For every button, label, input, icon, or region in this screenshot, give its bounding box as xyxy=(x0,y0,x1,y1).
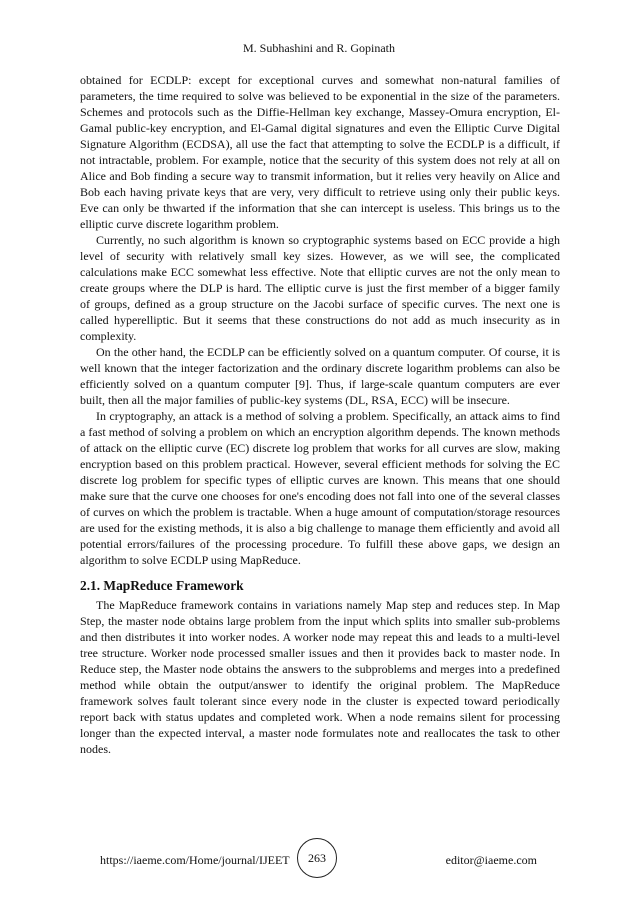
page-number-badge: 263 xyxy=(297,838,337,878)
section-heading: 2.1. MapReduce Framework xyxy=(80,578,244,593)
footer-journal-link[interactable]: https://iaeme.com/Home/journal/IJEET xyxy=(100,853,290,867)
page-footer xyxy=(0,838,638,878)
footer-email-link[interactable]: editor@iaeme.com xyxy=(445,853,537,867)
paragraph-2: Currently, no such algorithm is known so cryptographic systems based on ECC provide a high level of security with relatively small key sizes. However, as we will see, the complicated calculations make ECC somewhat less effective. Note that elliptic curves are not the only mean to create groups where the DLP is hard. The elliptic curve is just the first member of a bigger family of groups, defined as a group structure on the Jacobi surface of specific curves. The next one is called hyperelliptic. But it seems that these constructions do not add as much insecurity as in complexity. xyxy=(80,233,560,343)
paragraph-4: In cryptography, an attack is a method of solving a problem. Specifically, an attack aims to find a fast method of solving a problem on which an encryption algorithm depends. The known methods of attack on the elliptic curve (EC) discrete log problem that works for all curves are slow, making encryption based on this problem practical. However, several efficient methods for solving the EC discrete log problem for specific types of elliptic curves are known. This means that one should make sure that the curve one chooses for one's encoding does not fall into one of the several classes of curves on which the problem is tractable. When a huge amount of computation/storage resources are used for the existing methods, it is also a big challenge to manage them efficiently and avoid all potential errors/failures of the processing procedure. To fulfill these above gaps, we design an algorithm to solve ECDLP using MapReduce. xyxy=(80,409,560,567)
body-text xyxy=(80,72,560,757)
paragraph-1: obtained for ECDLP: except for exceptional curves and somewhat non-natural families of parameters, the time required to solve was believed to be exponential in the size of the parameters. Schemes and protocols such as the Diffie-Hellman key exchange, Massey-Omura encryption, El- Gamal public-key encryption, and El-Gamal digital signatures and even the Elliptic Curve Digital Signature Algorithm (ECDSA), all use the fact that attempting to solve the ECDLP is a difficult, if not intractable, problem. For example, notice that the security of this system does not rely at all on Alice and Bob finding a secure way to transmit information, but it relies very heavily on Alice and Bob each having private keys that are very, very difficult to retrieve using only their public keys. Eve can only be thwarted if the information that she can intercept is useless. This brings us to the elliptic curve discrete logarithm problem. xyxy=(80,73,560,231)
running-header-authors: M. Subhashini and R. Gopinath xyxy=(243,41,395,55)
section-paragraph: The MapReduce framework contains in variations namely Map step and reduces step. In Map Step, the master node obtains large problem from the input which splits into smaller sub-problems and then distributes it into worker nodes. A worker node may repeat this and leads to a multi-level tree structure. Worker node processed smaller issues and then it provides back to master node. In Reduce step, the Master node obtains the answers to the subproblems and merges into a predefined method while obtain the output/answer to identify the original problem. The MapReduce framework solves fault tolerant since every node in the cluster is expected toward periodically report back with status updates and completed work. When a node remains silent for processing longer than the expected interval, a master node formulates note and reallocates the task to other nodes. xyxy=(80,598,560,756)
paragraph-3: On the other hand, the ECDLP can be efficiently solved on a quantum computer. Of course, it is well known that the integer factorization and the ordinary discrete logarithm problems can also be efficiently solved on a quantum computer [9]. Thus, if large-scale quantum computers are ever built, then all the major families of public-key systems (DL, RSA, ECC) will be insecure. xyxy=(80,345,560,407)
